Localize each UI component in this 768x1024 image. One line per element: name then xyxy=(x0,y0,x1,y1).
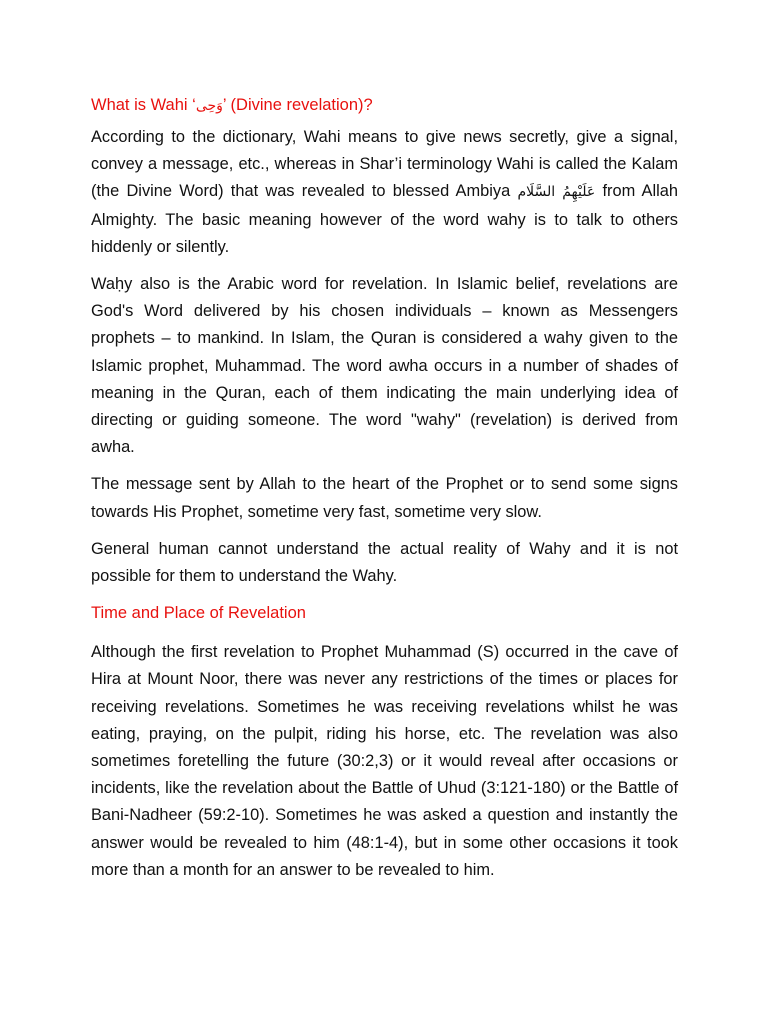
paragraph-wahy-arabic-word: Waḥy also is the Arabic word for revelation. In Islamic belief, revelations are God's Word delivered by his chosen individuals – known as Messengers prophets – to mankind. In Islam, the Quran is considered a wahy given to the Islamic prophet, Muhammad. The word awha occurs in a number of shades of meaning in the Quran, each of them indicating the main underlying idea of directing or guiding someone. The word "wahy" (revelation) is derived from awha. xyxy=(91,275,678,457)
paragraph-dictionary-part1: According to the dictionary, Wahi means to give news secretly, give a signal, convey a message, etc., whereas in Shar’i terminology Wahi is called the Kalam (the Divine Word) that was revealed to blessed Ambiya xyxy=(91,128,678,201)
paragraph-human-understanding: General human cannot understand the actual reality of Wahy and it is not possible for them to understand the Wahy. xyxy=(91,539,678,586)
heading-wahi-arabic: وَحِى xyxy=(195,98,223,114)
heading-wahi-suffix: ’ (Divine revelation)? xyxy=(222,96,373,114)
heading-wahi-prefix: What is Wahi ‘ xyxy=(91,96,196,114)
paragraph-message-sent: The message sent by Allah to the heart of the Prophet or to send some signs towards His Prophet, sometime very fast, sometime very slow. xyxy=(91,475,678,521)
paragraph-first-revelation: Although the first revelation to Prophet Muhammad (S) occurred in the cave of Hira at Mount Noor, there was never any restrictions of the times or places for receiving revelations. Sometimes he was receiving revelations whilst he was eating, praying, on the pulpit, riding his horse, etc. The revelation was also sometimes foretelling the future (30:2,3) or it would reveal after occasions or incidents, like the revelation about the Battle of Uhud (3:121-180) or the Battle of Bani-Nadheer (59:2-10). Sometimes he was asked a question and instantly the answer would be revealed to him (48:1-4), but in some other occasions it took more than a month for an answer to be revealed to him. xyxy=(91,643,678,879)
paragraph-dictionary-arabic: عَلَيْهِمُ السَّلَام xyxy=(517,184,596,201)
section-heading-time-place: Time and Place of Revelation xyxy=(91,604,306,623)
paragraph-dictionary-part2: from Allah Almighty. The basic meaning however of the word wahy is to talk to others hiddenly or silently. xyxy=(91,182,678,256)
paragraph-dictionary-definition xyxy=(91,124,678,261)
section-heading-wahi xyxy=(91,92,678,119)
